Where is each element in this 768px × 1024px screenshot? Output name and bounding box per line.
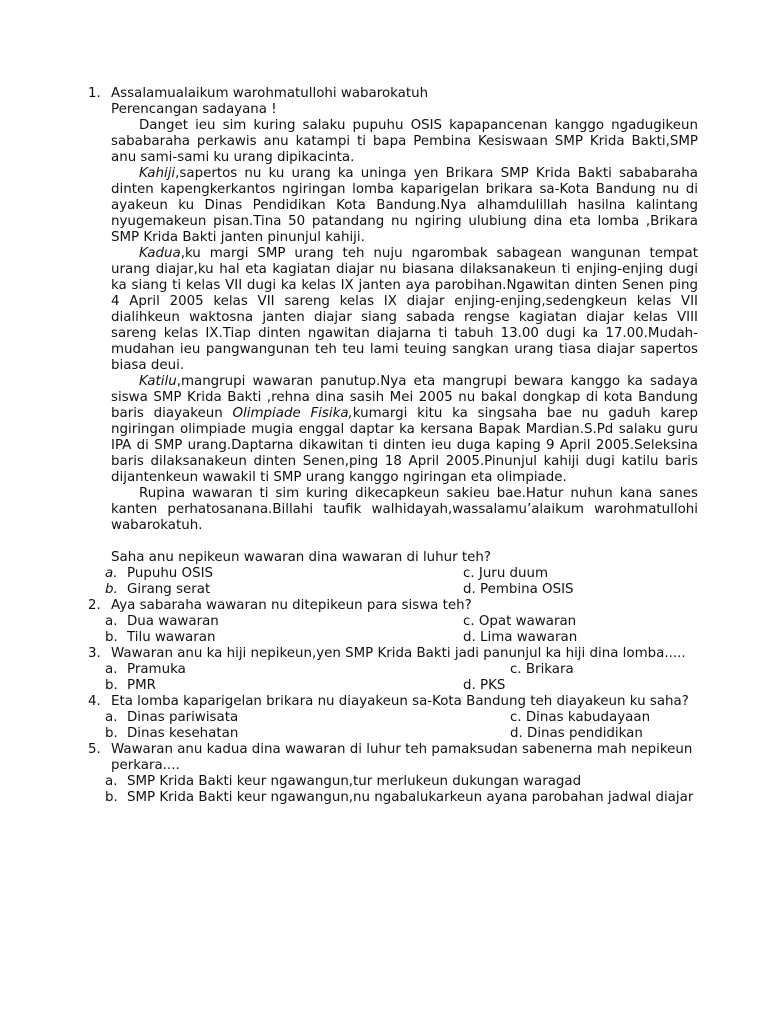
option-label: b. [105, 582, 118, 597]
option-label: b. [105, 790, 118, 805]
question-3 [88, 646, 698, 662]
option-b [105, 726, 238, 742]
option-row [88, 582, 698, 598]
option-c: c. Juru duum [463, 566, 549, 581]
option-label: a. [105, 566, 118, 581]
option-a [105, 566, 213, 582]
option-label: a. [105, 662, 118, 677]
option-label: a. [105, 774, 118, 789]
option-d: d. Dinas pendidikan [510, 726, 643, 741]
option-b [105, 678, 156, 694]
paragraph-second-announcement [111, 246, 698, 374]
question-number: 5. [88, 742, 101, 757]
option-d: d. Pembina OSIS [463, 582, 574, 597]
option-text: Pramuka [127, 662, 186, 677]
option-text: Girang serat [127, 582, 211, 597]
paragraph-third-announcement [111, 374, 698, 486]
question-1 [88, 550, 698, 566]
lead-word: Katilu [139, 374, 177, 389]
question-number: 4. [88, 694, 101, 709]
option-label: b. [105, 630, 118, 645]
option-text: Dinas kesehatan [127, 726, 239, 741]
question-4 [88, 694, 698, 710]
question-2 [88, 598, 698, 614]
italic-term: Olimpiade Fisika, [232, 406, 353, 421]
option-row [88, 710, 698, 726]
option-row [88, 630, 698, 646]
lead-word: Kadua [139, 246, 181, 261]
option-row [88, 662, 698, 678]
paragraph-text: ,mangrupi wawaran panutup.Nya eta mangrupi bewara kanggo ka sadaya siswa SMP Krida Bakti ,rehna dina sasih Mei 2005 nu bakal dongkap di kota Bandung baris diayakeun [111, 374, 698, 421]
option-row [88, 726, 698, 742]
greeting: Assalamualaikum warohmatullohi wabarokatuh [111, 86, 429, 101]
paragraph-intro: Danget ieu sim kuring salaku pupuhu OSIS kapapancenan kanggo ngadugikeun sababaraha perkawis anu katampi ti bapa Pembina Kesiswaan SMP Krida Bakti,SMP anu sami-sami ku urang dipikacinta. [111, 118, 698, 165]
question-number: 2. [88, 598, 101, 613]
option-a [88, 774, 698, 790]
option-text: SMP Krida Bakti keur ngawangun,nu ngabalukarkeun ayana parobahan jadwal diajar [127, 790, 694, 805]
option-row [88, 566, 698, 582]
option-label: b. [105, 678, 118, 693]
option-d: d. PKS [463, 678, 506, 693]
document-body [88, 86, 698, 806]
blank-line [88, 534, 698, 550]
paragraph-text: ,sapertos nu ku urang ka uninga yen Brikara SMP Krida Bakti sababaraha dinten kapengkerkantos ngiringan lomba kaparigelan brikara sa-Kota Bandung nu di ayakeun ku Dinas Pendidikan Kota Bandung.Nya alhamdulillah hasilna kalintang nyugemakeun pisan.Tina 50 patandang nu ngiring ulubiung dina eta lomba ,Brikara SMP Krida Bakti janten pinunjul kahiji. [111, 166, 698, 245]
option-label: b. [105, 726, 118, 741]
option-row [88, 678, 698, 694]
option-text: Tilu wawaran [127, 630, 216, 645]
lead-word: Kahiji [139, 166, 176, 181]
option-text: Pupuhu OSIS [127, 566, 214, 581]
list-item-1 [88, 86, 698, 534]
paragraph-closing: Rupina wawaran ti sim kuring dikecapkeun sakieu bae.Hatur nuhun kana sanes kanten perhatosanana.Billahi taufik walhidayah,wassalamu’alaikum warohmatullohi wabarokatuh. [111, 486, 698, 533]
option-a [105, 662, 186, 678]
option-text: SMP Krida Bakti keur ngawangun,tur merlukeun dukungan waragad [127, 774, 582, 789]
option-c: c. Brikara [510, 662, 574, 677]
question-text: Eta lomba kaparigelan brikara nu diayakeun sa-Kota Bandung teh diayakeun ku saha? [111, 694, 689, 709]
option-a [105, 614, 219, 630]
option-text: Dinas pariwisata [127, 710, 239, 725]
salutation: Perencangan sadayana ! [111, 102, 277, 117]
paragraph-first-announcement [111, 166, 698, 246]
option-text: Dua wawaran [127, 614, 219, 629]
option-text: PMR [127, 678, 156, 693]
option-c: c. Dinas kabudayaan [510, 710, 651, 725]
option-b [88, 790, 698, 806]
question-5 [88, 742, 698, 774]
question-number: 3. [88, 646, 101, 661]
option-b [105, 630, 215, 646]
question-text: Wawaran anu kadua dina wawaran di luhur teh pamaksudan sabenerna mah nepikeun perkara.... [111, 742, 693, 773]
question-text: Saha anu nepikeun wawaran dina wawaran di luhur teh? [111, 550, 491, 565]
option-d: d. Lima wawaran [463, 630, 578, 645]
paragraph-text: kumargi kitu ka singsaha bae nu gaduh karep ngiringan olimpiade mugia enggal daptar ka kersana Bapak Mardian.S.Pd salaku guru IPA di SMP urang.Daptarna dikawitan ti dinten ieu duga kaping 9 April 2005.Seleksina baris dilaksanakeun dinten Senen,ping 18 April 2005.Pinunjul kahiji dugi katilu baris dijantenkeun wawakil ti SMP urang kanggo ngiringan eta olimpiade. [111, 406, 698, 485]
item-number: 1. [88, 86, 101, 101]
option-c: c. Opat wawaran [463, 614, 577, 629]
question-text: Wawaran anu ka hiji nepikeun,yen SMP Krida Bakti jadi panunjul ka hiji dina lomba..... [111, 646, 686, 661]
option-b [105, 582, 210, 598]
option-a [105, 710, 238, 726]
paragraph-text: ,ku margi SMP urang teh nuju ngarombak sabagean wangunan tempat urang diajar,ku hal eta kagiatan diajar nu biasana dilaksanakeun ti enjing-enjing dugi ka siang ti kelas VII dugi ka kelas IX janten aya parobihan.Ngawitan dinten Senen ping 4 April 2005 kelas VII sareng kelas IX diajar enjing-enjing,sedengkeun kelas VII dialihkeun waktosna janten diajar siang sabada rengse kagiatan diajar kelas VIII sareng kelas IX.Tiap dinten ngawitan diajarna ti tabuh 13.00 dugi ka 17.00.Mudah-mudahan ieu pangwangunan teh teu lami teuing sangkan urang tiasa diajar sapertos biasa deui. [111, 246, 698, 373]
option-label: a. [105, 710, 118, 725]
option-label: a. [105, 614, 118, 629]
question-text: Aya sabaraha wawaran nu ditepikeun para siswa teh? [111, 598, 472, 613]
option-row [88, 614, 698, 630]
